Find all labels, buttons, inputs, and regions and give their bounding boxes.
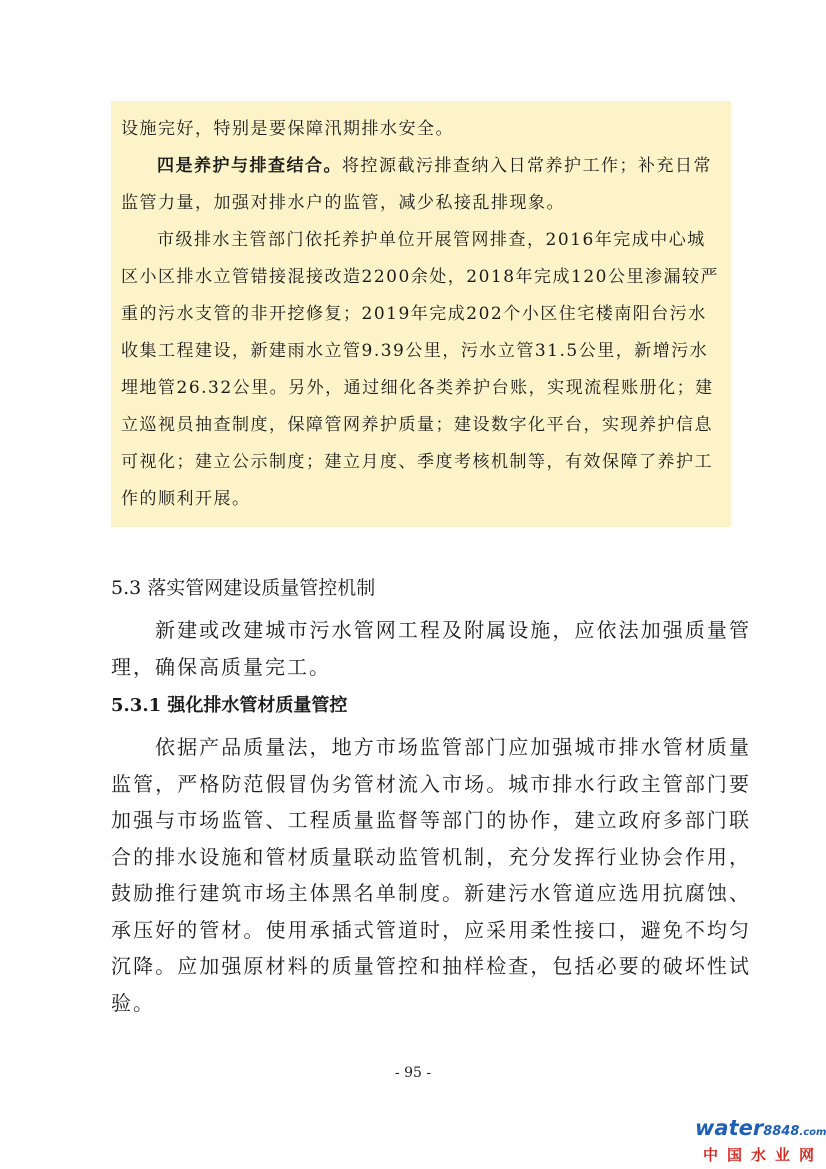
watermark-domain: .com	[799, 1127, 826, 1138]
page-number: - 95 -	[394, 1065, 432, 1081]
watermark-logo	[695, 1116, 826, 1165]
highlight-box	[111, 101, 731, 527]
watermark-brand: water	[695, 1116, 764, 1140]
subsection-heading: 5.3.1 强化排水管材质量管控	[111, 695, 348, 716]
watermark-number: 8848	[763, 1124, 800, 1139]
box-line-1: 设施完好，特别是要保障汛期排水安全。	[121, 119, 454, 139]
watermark-brand-line	[695, 1116, 826, 1144]
box-paragraph-2	[121, 148, 723, 222]
section-heading: 5.3 落实管网建设质量管控机制	[111, 577, 376, 599]
box-paragraph-2-lead: 四是养护与排查结合。	[157, 156, 342, 176]
box-paragraph-3: 市级排水主管部门依托养护单位开展管网排查，2016年完成中心城区小区排水立管错接混接改造2200余处，2018年完成120公里渗漏较严重的污水支管的非开挖修复；2019年完成202个小区住宅楼南阳台污水收集工程建设，新建雨水立管9.39公里，污水立管31.5公里，新增污水埋地管26.32公里。另外，通过细化各类养护台账，实现流程账册化；建立巡视员抽查制度，保障管网养护质量；建设数字化平台，实现养护信息可视化；建立公示制度；建立月度、季度考核机制等，有效保障了养护工作的顺利开展。	[121, 230, 719, 509]
box-paragraph-2-text: 将控源截污排查纳入日常养护工作；补充日常监管力量，加强对排水户的监管，减少私接乱排现象。	[121, 156, 712, 213]
watermark-chinese: 中国水业网	[703, 1146, 824, 1164]
subsection-paragraph: 依据产品质量法，地方市场监管部门应加强城市排水管材质量监管，严格防范假冒伪劣管材流入市场。城市排水行政主管部门要加强与市场监管、工程质量监督等部门的协作，建立政府多部门联合的排水设施和管材质量联动监管机制，充分发挥行业协会作用，鼓励推行建筑市场主体黑名单制度。新建污水管道应选用抗腐蚀、承压好的管材。使用承插式管道时，应采用柔性接口，避免不均匀沉降。应加强原材料的质量管控和抽样检查，包括必要的破坏性试验。	[111, 735, 751, 1015]
section-paragraph: 新建或改建城市污水管网工程及附属设施，应依法加强质量管理，确保高质量完工。	[111, 618, 751, 679]
